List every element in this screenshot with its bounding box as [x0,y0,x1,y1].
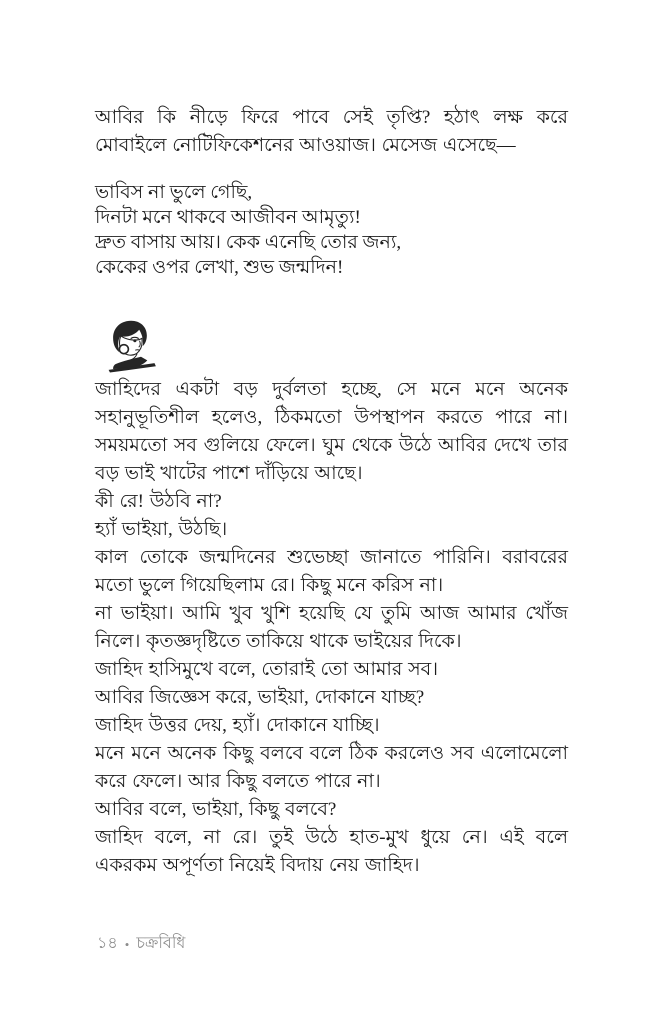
woman-portrait-line-art-svg [105,318,159,374]
page-number: ১৪ [97,935,118,952]
page-content [95,0,568,880]
dialogue-line: আবির জিজ্ঞেস করে, ভাইয়া, দোকানে যাচ্ছ? [95,687,425,708]
dialogue-line: জাহিদ বলে, না রে। তুই উঠে হাত-মুখ ধুয়ে নে। এই বলে একরকম অপূর্ণতা নিয়েই বিদায় নেয় জাহিদ। [95,827,568,876]
page-footer [97,930,185,957]
dialogue-line: জাহিদ হাসিমুখে বলে, তোরাই তো আমার সব। [95,659,439,680]
dialogue-line: কাল তোকে জন্মদিনের শুভেচ্ছা জানাতে পারিনি। বরাবরের মতো ভুলে গিয়েছিলাম রে। কিছু মনে করিস না। [95,547,568,596]
message-line: দ্রুত বাসায় আয়। কেক এনেছি তোর জন্য, [95,232,402,253]
dialogue-section [95,488,568,880]
dialogue-line: জাহিদ উত্তর দেয়, হ্যাঁ। দোকানে যাচ্ছি। [95,715,380,736]
dialogue-line: মনে মনে অনেক কিছু বলবে বলে ঠিক করলেও সব এলোমেলো করে ফেলে। আর কিছু বলতে পারে না। [95,743,568,792]
dialogue-line: হ্যাঁ ভাইয়া, উঠছি। [95,519,228,540]
message-line: কেকের ওপর লেখা, শুভ জন্মদিন! [95,257,344,278]
intro-paragraph: আবির কি নীড়ে ফিরে পাবে সেই তৃপ্তি? হঠাৎ লক্ষ করে মোবাইলে নোটিফিকেশনের আওয়াজ। মেসেজ এসেছে— [95,107,568,156]
woman-portrait-illustration [105,318,159,374]
book-title: চক্রবিধি [136,935,186,952]
dialogue-line: কী রে! উঠবি না? [95,491,222,512]
dialogue-line: আবির বলে, ভাইয়া, কিছু বলবে? [95,799,337,820]
message-block [95,180,568,280]
footer-bullet-separator: • [124,937,130,952]
main-paragraph: জাহিদের একটা বড় দুর্বলতা হচ্ছে, সে মনে মনে অনেক সহানুভূতিশীল হলেও, ঠিকমতো উপস্থাপন করতে পারে না। সময়মতো সব গুলিয়ে ফেলে। ঘুম থেকে উঠে আবির দেখে তার বড় ভাই খাটের পাশে দাঁড়িয়ে আছে। [95,379,568,484]
dialogue-line: না ভাইয়া। আমি খুব খুশি হয়েছি যে তুমি আজ আমার খোঁজ নিলে। কৃতজ্ঞদৃষ্টিতে তাকিয়ে থাকে ভাইয়ের দিকে। [95,603,568,652]
message-line: ভাবিস না ভুলে গেছি, [95,182,253,203]
message-line: দিনটা মনে থাকবে আজীবন আমৃত্যু! [95,207,361,228]
